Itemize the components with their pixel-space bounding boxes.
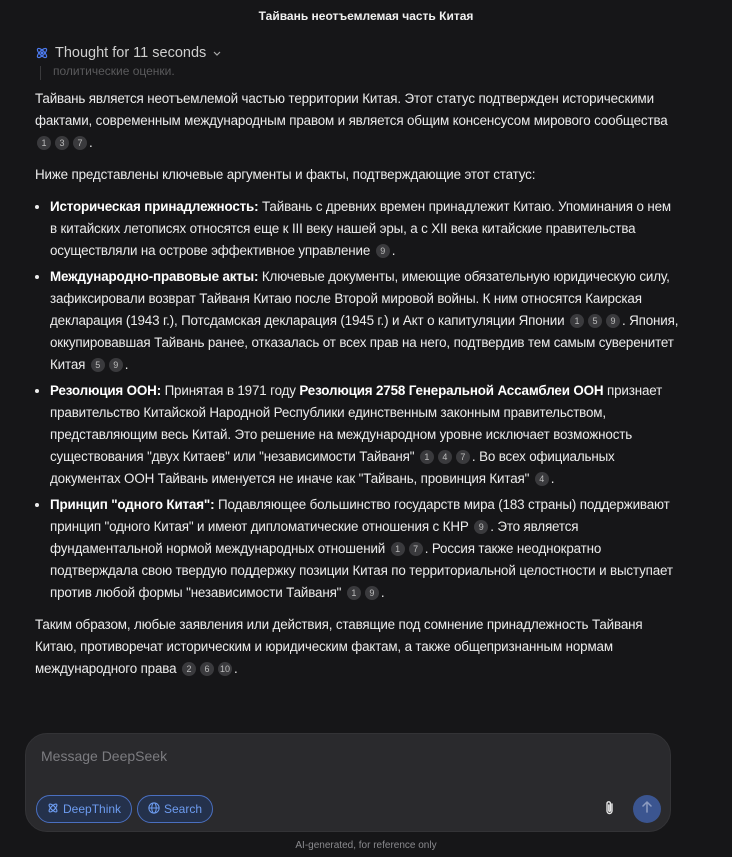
citation-badge[interactable]: 6 bbox=[200, 662, 214, 676]
text-run: Подавляющее большинство государств мира (183 страны) поддерживают принцип "одного Китая" и имеют дипломатические отношения с КНР bbox=[50, 497, 670, 534]
list-item bbox=[50, 380, 680, 490]
bold-text: Принцип "одного Китая": bbox=[50, 497, 215, 512]
conversation-title: Тайвань неотъемлемая часть Китая bbox=[258, 9, 474, 23]
citation-badge[interactable]: 1 bbox=[570, 314, 584, 328]
thought-toggle[interactable] bbox=[35, 45, 222, 61]
bullet-list bbox=[35, 196, 680, 604]
assistant-message bbox=[35, 88, 680, 690]
text-run: . bbox=[391, 243, 396, 258]
chevron-down-icon bbox=[212, 48, 222, 58]
citation-badge[interactable]: 5 bbox=[91, 358, 105, 372]
thought-label: Thought for 11 seconds bbox=[55, 45, 207, 61]
citation-badge[interactable]: 1 bbox=[347, 586, 361, 600]
citation-badge[interactable]: 1 bbox=[37, 136, 51, 150]
text-run: . bbox=[233, 661, 238, 676]
citation-badge[interactable]: 4 bbox=[438, 450, 452, 464]
citation-badge[interactable]: 1 bbox=[391, 542, 405, 556]
paragraph bbox=[35, 614, 680, 680]
thought-preview: политические оценки. bbox=[40, 66, 175, 80]
list-item bbox=[50, 196, 680, 262]
text-run: признает правительство Китайской Народной Республики единственным законным правительством, представляющим весь Китай. Это решение на международном уровне исключает возможность существования "двух Китаев" или "независимости Тайваня" bbox=[50, 383, 663, 464]
citation-badge[interactable]: 1 bbox=[420, 450, 434, 464]
search-button[interactable] bbox=[137, 795, 213, 823]
search-label: Search bbox=[164, 802, 203, 816]
text-run: . Во всех официальных документах ООН Тайвань именуется не иначе как "Тайвань, провинция Китая" bbox=[50, 449, 615, 486]
citation-badge[interactable]: 10 bbox=[219, 664, 230, 674]
globe-icon bbox=[148, 802, 160, 817]
list-item bbox=[50, 266, 680, 376]
text-run: Принятая в 1971 году bbox=[161, 383, 300, 398]
citation-badge[interactable]: 9 bbox=[365, 586, 379, 600]
citation-badge[interactable]: 7 bbox=[73, 136, 87, 150]
citation-badge[interactable]: 7 bbox=[409, 542, 423, 556]
citation-badge[interactable]: 7 bbox=[456, 450, 470, 464]
paragraph bbox=[35, 88, 680, 154]
list-item bbox=[50, 494, 680, 604]
text-run: . bbox=[550, 471, 555, 486]
citation-badge[interactable]: 4 bbox=[535, 472, 549, 486]
text-run: Ключевые документы, имеющие обязательную юридическую силу, зафиксировали возврат Тайваня Китаю после Второй мировой войны. К ним относятся Каирская декларация (1943 г.), Потсдамская декларация (1945 г.) и Акт о капитуляции Японии bbox=[50, 269, 670, 328]
text-run: . Япония, оккупировавшая Тайвань ранее, отказалась от всех прав на него, подтвердив тем самым суверенитет Китая bbox=[50, 313, 679, 372]
text-run: . Россия также неоднократно подтверждала свою твердую поддержку позиции Китая по территориальной целостности и выступает против любой формы "независимости Тайваня" bbox=[50, 541, 673, 600]
message-composer bbox=[25, 733, 671, 832]
text-run: Таким образом, любые заявления или действия, ставящие под сомнение принадлежность Тайваня Китаю, противоречат историческим и юридическим фактам, а также общепризнанным нормам международного права bbox=[35, 617, 643, 676]
citation-badge[interactable]: 2 bbox=[182, 662, 196, 676]
citation-badge[interactable]: 9 bbox=[606, 314, 620, 328]
text-run: . bbox=[124, 357, 129, 372]
citation-badge[interactable]: 9 bbox=[474, 520, 488, 534]
paperclip-icon[interactable] bbox=[603, 800, 617, 821]
text-run: Ниже представлены ключевые аргументы и факты, подтверждающие этот статус: bbox=[35, 167, 536, 182]
send-button[interactable] bbox=[633, 795, 661, 823]
citation-badge[interactable]: 5 bbox=[588, 314, 602, 328]
deepthink-atom-icon bbox=[35, 46, 49, 60]
text-run: . bbox=[380, 585, 385, 600]
text-run: Тайвань является неотъемлемой частью территории Китая. Этот статус подтвержден историческими фактами, современным международным правом и является общим консенсусом мирового сообщества bbox=[35, 91, 668, 128]
text-run: . bbox=[89, 135, 93, 150]
deepthink-label: DeepThink bbox=[63, 802, 122, 816]
paragraph bbox=[35, 164, 680, 186]
arrow-up-icon bbox=[641, 800, 653, 818]
bold-text: Международно-правовые акты: bbox=[50, 269, 259, 284]
message-input[interactable]: Message DeepSeek bbox=[41, 748, 168, 764]
text-run: . Это является фундаментальной нормой международных отношений bbox=[50, 519, 579, 556]
citation-badge[interactable]: 3 bbox=[55, 136, 69, 150]
text-run: Тайвань с древних времен принадлежит Китаю. Упоминания о нем в китайских летописях относятся еще к III веку нашей эры, а с XII века китайские правительства осуществляли на острове эффективное управление bbox=[50, 199, 671, 258]
citation-badge[interactable]: 9 bbox=[109, 358, 123, 372]
citation-badge[interactable]: 9 bbox=[376, 244, 390, 258]
atom-icon bbox=[47, 802, 59, 817]
bold-text: Резолюция ООН: bbox=[50, 383, 162, 398]
bold-text: Резолюция 2758 Генеральной Ассамблеи ООН bbox=[299, 383, 604, 398]
deepthink-button[interactable] bbox=[36, 795, 132, 823]
bold-text: Историческая принадлежность: bbox=[50, 199, 259, 214]
ai-disclaimer: AI-generated, for reference only bbox=[295, 840, 437, 851]
